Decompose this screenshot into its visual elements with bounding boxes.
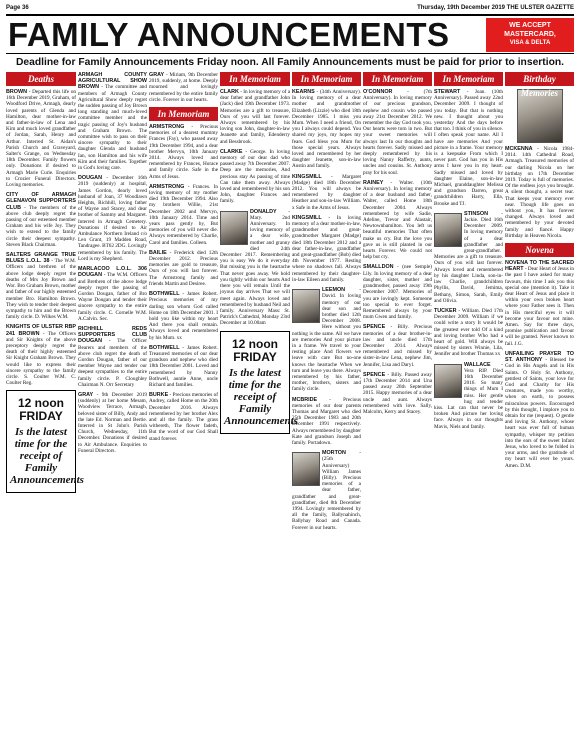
entry-text: - 9th December 2019 (suddenly) at her home Mesam, Woodview Terrace, Armagh, beloved sister of Billy, Andy and the late Ed. Norman and Bertie. Interred in St John's Parish Church, Wednesday, 11th December. Donations if desired to Air Ambulance. Enquiries to Funeral Directors. (78, 391, 148, 454)
entry-text: - James Robert. Precious memories of my darling son whom God called Home on 18th December 2001. I hold you like within my heart And there you shall remain. Always loved and remembered by his Mum. xx (149, 291, 218, 341)
ad-time: 12 noon (231, 336, 278, 351)
entry-text: - In loving memory of a dear mother-in-law, grandmother and great-grandmother Margaret (Madge) died 18th December 2012 and a dear father-in-law, grandfather and great-grandfather (Bob) died 4th November 1977. Resting where no shadows fall. Always remembered by their daughter-in-law Eileen and family. (292, 214, 362, 283)
section-header-in-memoriam: In Memoriam (363, 72, 432, 86)
entry-name: LEEMON (322, 287, 346, 294)
deadline-banner: Deadline for Family Announcements Friday noon. All Family Announcements must be paid for prior to insertion. (15, 57, 565, 68)
entries (220, 89, 290, 327)
announcement-entry (6, 192, 76, 248)
entry-text: - (34th Anniversary). In loving memory of a dear mother and grandmother Elizabeth (Lizzie) who died 18th December 1985. I miss you Mum. When I need a friend, On you I always could depend. You shared my joys, my hopes my fears. God bless you Mum for those special years. Always loved and remembered by her daughter Jeanette, son-in-law Austin and family. (292, 89, 362, 170)
announcement-columns (6, 72, 574, 732)
announcement-entry (6, 324, 76, 386)
announcement-entry (6, 252, 76, 320)
section-header-in-memoriam: In Memoriam (220, 72, 290, 86)
announcement-entry (363, 264, 432, 320)
ad-tagline: Is the latest time for the receipt of Family Announcements (10, 426, 84, 487)
entries (78, 72, 147, 454)
announcement-entry (292, 215, 361, 283)
entry-name: SMALLDON (363, 264, 394, 271)
announcement-entry (220, 209, 290, 327)
entry-text: - David. In loving memory of our dear son and brother died 12th December 2008. Here without you nothing is the same. All we have are memories And your picture in a frame. We travel to your resting place And flowers we leave with care But no-one knows the heartache When we turn and leave you there. Always remembered by his father, mother, brothers, sisters and family circle. (292, 287, 361, 393)
entry-text: - William. Died 17th December 2009. William if we could write a story It would be the greatest ever told Of a kind and loving brother Who had a heart of gold. Will always be missed by sisters Winnie, Lila, Jennifer and brother Thomas xx (434, 307, 503, 358)
announcement-entry (363, 372, 432, 415)
entry-text: - Jackie. Died 16th December 2009. In loving memory of a dear grandfather and great-grandfather. Memories are a gift to treasure. Ours of you will last forever. Always loved and remembered by his daughter Linda, son-in-law Charlie, grandchildren Phyllis, David, Jemima, Bethany, Simon, Sarah, Emily and Olivia. (434, 210, 503, 304)
entry-text: - Precious memories of Audrey, called Home on the 20th December 2016. Always remembered by her brother Alex and all the family. The grass withereth, The flower fadeth, But the word of our God Shall stand forever. (149, 392, 219, 442)
entry-name: KINGSMILL (292, 173, 322, 180)
entry-name: GRAY (78, 391, 94, 398)
entry-name: DONALDY (250, 208, 277, 215)
announcement-entry (505, 260, 574, 347)
announcement-entry (292, 174, 361, 211)
entry-text: - (7th Anniversary). In loving memory of our precious grandson, nephew and cousin who passed away 21st December 2012. We remember the day God took you. Our hearts were torn in two. But your sweet memories will always last In our thoughts and hearts forever. Sadly missed and deeply remembered by his loving Nanny Rafferty, aunts, uncles and cousins. St. Anthony pray for his soul. (363, 89, 432, 176)
entry-name: RICHHILL REDS SUPPORTERS CLUB DOUGAN (78, 325, 147, 345)
announcement-entry (6, 89, 76, 188)
entry-text: - Frances. In loving memory of my mother died 19th December 1994. Also my brothers Willie, 21st December 2002 and Mervyn, 10th January 2014. Time and years pass gently by, But memories of you will never die. Always remembered by Charlie, Carol and families. Colleen. (149, 183, 218, 246)
cards-line-2: MASTERCARD, (504, 30, 556, 38)
entry-text: - (nee Semple) Lily. In loving memory of a dear daughter, sister, mother and grandmother, passed away 19th December 2007. Memories of you are lovingly kept. Someone too special to ever forget. Remembered always by your mum Gwen and family. (363, 264, 432, 321)
announcement-entry (149, 345, 218, 388)
announcement-entry (149, 184, 218, 246)
announcement-entry (78, 392, 147, 454)
announcement-entry (292, 450, 361, 531)
entries (6, 89, 76, 386)
entry-name: O'CONNOR (363, 89, 393, 95)
announcement-entry (149, 72, 218, 103)
entry-text: - Precious memories of a dearest mummy Frances (Fay), who passed away 19th December 1994, and a dear brother Mervyn, 10th January 2014. Always loved and remembered by Frances, Horace and family circle. Safe in the Arms of Jesus. (149, 124, 218, 180)
entry-text: - Billy. Passed away 17th December 2014 and Una passed away 26th September 2015. Happy memories of a dear uncle and aunt. Always remembered with love. Sally, Malcolm, Kerry and Stacey. (363, 371, 432, 415)
ad-time: 12 noon (17, 396, 64, 411)
entry-name: SALTERS GRANGE TRUE BLUES L.O.L. 38 (6, 252, 76, 265)
announcement-entry (149, 291, 218, 341)
entry-text: - Precious memories of our dear parents Thomas and Margaret who died 25th December 1983 and 20th December 1991 respectively. Always remembered by daughter Kate and grandson Joseph and family. Portadown. (292, 396, 361, 446)
memorial-photo (292, 452, 320, 486)
entry-text: - (25th Anniversary) William James (Billy). Precious memories of a dear father, grandfather and great-grandfather, died 8th December 1994. Lovingly remembered by all the family, Ballynahinch, Ballyhay Road and Canada. Forever in our hearts. (292, 450, 361, 531)
announcement-entry (434, 362, 503, 430)
entries (363, 89, 432, 415)
deadline-ad (220, 331, 298, 434)
announcement-entry (220, 149, 290, 205)
announcement-entry (292, 287, 361, 392)
masthead (6, 14, 574, 54)
entry-text: - December 16th 2019 (suddenly) at hospital, James Gordon, dearly loved husband of Joan, 37 Woodlawn Heights, Richhill, loving father of Wayne and Stacey, and dear brother of Sammy and Margaret. Interred in Armagh Cemetery. Donations if desired to Air Ambulance Northern Ireland c/o Len Grant, 19 Madden Road, Tandragee. BT62 2DG. Lovingly remembered by his family. The Lord is my Shepherd. (78, 175, 148, 262)
entries (149, 72, 218, 442)
entry-name: ARMSTRONG (149, 124, 185, 131)
entry-text: - Departed this life on 16th December 2019, Graham, of Woodford Drive, Armagh, dearly loved parents of Glenda and Hamilton, dear mother-in-law and father-in-law of Lena and Kim and much loved grandfather of Jordan, Sarah, Henry and Arthur. Interred St. Aidan's Parish Church and Graveyard, Salter's Grange, on Wednesday 18th December. Family flowers only. Donations if desired to Armagh Marie Curie. Enquiries to Crozier Funeral Directors. Loving memories. (6, 89, 77, 189)
page-header-strip (6, 3, 574, 13)
announcement-entry (292, 89, 361, 170)
column-4 (220, 72, 298, 732)
entry-name: CLARK (220, 89, 239, 95)
entry-text: - Joan. (10th Anniversary). Passed away 22nd December 2009. I thought of you today. But that is nothing new. I thought about you yesterday And the days before that too. I think of you in silence. I often speak your name. All I have are memories And your picture in a frame. Your memory is a keepsake From which I never part. God has you in His arms I have you in my heart. Sadly missed and loved by daughter Elaine, son-in-law Michael, granddaughter Melissa and grandson Darren, great grandchildren Harry, Ella, Brooke and TJ. (434, 89, 504, 207)
entry-name: CLARKE (220, 148, 243, 155)
entry-name: KEARNS (292, 89, 315, 95)
entry-name: MCBRIDE (292, 396, 318, 403)
announcement-entry (434, 89, 503, 207)
memorial-photo (220, 211, 248, 245)
entry-text: - The W.M. Officers and Brethren of the above lodge deeply regret the passing of Gordon Dougan, father of Bro Wayne Dougan and tender their sincere sympathy to the entire family circle. C. Cornelle W.M. A.Calvin. Sec. (78, 272, 148, 322)
entry-name: BROWN (6, 89, 27, 95)
section-header: Novena (505, 243, 574, 257)
announcement-entry (434, 211, 503, 304)
announcement-entry (78, 72, 147, 171)
ad-day: FRIDAY (233, 349, 277, 364)
entry-text: - Dear Heart of Jesus in the past I have asked for many favours, this time I ask you this special one (mention it). Take it dear Heart of Jesus and place it within your own broken heart where your Father sees it. Then in His merciful eyes it will become your favour not mine. Amen. Say for three days, promise publication and favour will be granted. Never known to fail. J.G. (505, 266, 574, 347)
entry-name: MARLACOO L.O.L. 306 DOUGAN (78, 266, 147, 279)
announcement-entry (505, 146, 574, 239)
entry-text: - James Robert. Treasured memories of our dear grandson and nephew who died 18th December 2001. Loved and remembered by Nanny Bothwell, auntie Anne, uncle Richard and families. (149, 344, 218, 388)
entry-name: MCKENNA (505, 146, 533, 152)
announcement-entry (363, 324, 432, 367)
column-3 (149, 72, 218, 732)
memorial-photo (292, 289, 320, 323)
entry-text: - The members of the above club deeply regret the passing of our esteemed member Graham and his wife Joy. They wish to extend to the family circle their deepest sympathy. Steven Black Chairman. (6, 204, 77, 248)
cards-line-1: WE ACCEPT (509, 21, 551, 29)
section-header: In Memoriam (149, 107, 218, 121)
announcement-entry (78, 326, 147, 388)
entries (434, 89, 503, 430)
entry-text: - Frederick died 12th December 2012. Precious memories are gold to treasure, Ours of you will last forever. The Armstrong family and friends Martin and Desiree. (149, 249, 218, 287)
announcement-entry (149, 250, 218, 287)
entry-text: - George. In loving memory of our dear dad who passed away 7th December 2007. Deep are the memories, And precious stay As passing of time Can take them away. Always loved and remembered by his son John, daughter Frances and family. (220, 148, 290, 205)
entry-text: - The W.M. Officers and brethren of the above lodge deeply regret the deaths of Mrs Joy Brown and Wor. Bro Graham Brown, mother and father of our highly esteemed member Bro. Hamilton Brown. They wish to tender their deepest sympathy to him and the Brown family circle. D. Wilkes W.M. (6, 258, 76, 321)
column-7 (434, 72, 503, 732)
announcement-entry (292, 397, 361, 447)
entry-text: - Margaret (Madge) died 18th December 2012. You will always be remembered by daughter Heather and son-in-law William. x Safe in the Arms of Jesus. (292, 173, 361, 211)
announcement-entry (363, 180, 432, 261)
entry-name: TUCKER (434, 307, 457, 314)
entry-name: BOTHWELL (149, 344, 180, 351)
entry-name: RAINEY (363, 179, 384, 186)
entry-name: GRAY (149, 72, 165, 78)
section-header-in-memoriam: In Memoriam (434, 72, 503, 86)
ad-tagline: Is the latest time for the receipt of Family Announcements (224, 366, 298, 427)
column-2 (78, 72, 147, 732)
entry-text: - Mary. 2nd Anniversary. In loving memory of a dear wife, mother and granny died 24th December 2017. Remembering you is easy We do it everyday But missing you is the heartache That never goes away. We hold you tightly within our hearts And there you will remain Until the joyous day arrives That we will meet again. Always loved and remembered by husband Neil and family. Anniversary Mass: St. Patrick's Cathedral, Monday 23rd December at 10.00am (220, 208, 291, 327)
announcement-entry (78, 266, 147, 322)
entry-text: - Miriam, 9th December 2019, suddenly, at home. Deeply mourned and lovingly remembered by the entire family circle. Forever in our hearts. (149, 72, 218, 103)
entry-name: BOTHWELL (149, 291, 180, 298)
entries (505, 146, 574, 469)
entry-text: - Billy. Precious memories of a dear brother-in-law and uncle died 17th December 2014. Always remembered and missed by sister-in-law Lena, nephew Jim, Jennifer, Lisa and Daryl. (363, 324, 432, 368)
entry-name: NOVENA TO THE SACRED HEART (505, 260, 574, 273)
cards-line-3: VISA & DELTA (509, 39, 551, 46)
entry-name: KINGSMILL (292, 214, 322, 221)
entry-name: KNIGHTS OF ULSTER RBP 241 BROWN (6, 324, 76, 337)
entry-text: - In loving memory of a dear father and grandfather John (Jack) died 19th December 1973. Memories are a gift to treasure, Ours of you will last forever. Always remembered by his loving son John, daughter-in-law Jeanette and family, Edenderry and Bessbrook. (220, 89, 291, 145)
column-8 (505, 72, 574, 732)
entries (292, 89, 361, 531)
deadline-ad (6, 390, 84, 493)
ad-day: FRIDAY (19, 409, 63, 424)
section-header-in-memoriam: In Memoriam (292, 72, 361, 86)
entry-text: - The Officers and Sir Knights of the above preceptory deeply regret the death of their highly esteemed Sir Knight Graham Brown. They would like to express their sincere sympathy to the family circle. S. Coulter W.M. C. Coulter Reg. (6, 330, 76, 387)
column-1 (6, 72, 84, 732)
page-number: Page 36 (6, 5, 29, 11)
entry-name: MORTON (322, 450, 346, 457)
entry-name: STEWART (434, 89, 461, 95)
cards-accepted-badge (486, 18, 574, 52)
entry-text: - The Officer Bearers and members of the above club regret the death of Gordon Dougan, father of our member Wayne and tender our deepest sympathies to the entire family circle. P. Cloughley Chairman N. Orr Secretary (78, 338, 147, 388)
announcement-entry (434, 308, 503, 358)
entry-name: STINSON (464, 210, 488, 217)
entry-name: SPENCE (363, 324, 386, 331)
entry-text: - Blessed be God in His Angels and in His Saints. O Holy St. Anthony, gentlest of Saints, your love for God and Charity for His creatures, made you worthy, when on earth, to possess miraculous powers. Encouraged by this thought, I implore you to obtain for me (request). O gentle and loving St. Anthony, whose heart was ever full of human sympathy, whisper my petition into the ears of the sweet Infant Jesus, who loved to be folded in your arms, and the gratitude of my heart will ever be yours. Amen. D.M. (505, 357, 574, 469)
entry-name: WALLACE (464, 361, 491, 368)
column-6 (363, 72, 432, 732)
entry-name: BURKE (149, 392, 169, 399)
entry-name: ARMAGH COUNTY AGRICULTURAL SHOW BROWN (78, 72, 147, 91)
section-header-deaths: Deaths (6, 72, 76, 86)
entry-text: - Nicola 1984-2014. 14th Cathedral Road, Armagh. Treasured memories of our darling Nicola on her birthday on 17th December 2019. Today is full of memories. Of the endless joys you brought. A silent thought, a secret tear. That keeps your memory ever near. Though life goes on without you, It has forever changed. Always loved and remembered by your devoted family and fiancé. Happy Birthday in Heaven Nicola. (505, 146, 574, 239)
issue-date: Thursday, 19th December 2019 THE ULSTER GAZETTE (417, 5, 574, 11)
announcement-entry (149, 392, 218, 442)
announcement-entry (363, 89, 432, 176)
entry-text: - The committee and members of Armagh County Agricultural Show deeply regret the sudden passing of Joy Brown long standing and much-loved committee member and the tragic passing of Joy's husband and Graham Brown. The committee wish to pass on their sincere sympathy to their daughter Glenda and husband Ian, son Hamilton and his wife Kim and their families. Together in God's loving care. (78, 84, 147, 172)
entry-name: UNFAILING PRAYER TO ST. ANTHONY (505, 350, 574, 364)
entry-name: SPENCE (363, 371, 386, 378)
entry-name: CITY OF ARMAGH GLENAVON SUPPORTERS CLUB (6, 192, 76, 211)
column-5 (292, 72, 361, 732)
announcement-entry (149, 124, 218, 180)
entry-text: - Vera RIP. Died 16th December 2016. So many things of Mum I miss. Her gentle hug and tender kiss. Lat can that never be broken And picture her loving face. Always in our thoughts Mavis, Niels and family. (434, 361, 503, 430)
announcement-entry (505, 351, 574, 469)
entry-name: DOUGAN (78, 175, 102, 182)
announcement-entry (220, 89, 290, 145)
announcement-entry (78, 175, 147, 262)
page-title: FAMILY ANNOUNCEMENTS (8, 15, 450, 53)
entry-text: - Walter. (10th Anniversary). In loving memory of a dear husband and father, Walter, called Home 18th December 2004. Always remembered by wife Sadie, Adeline, Trevor and Alastair, Newtownhamilton. You left us beautiful memories That often make us cry. But the love you gave us is still planted in our hearts Forever. We could not help but cry. (363, 179, 432, 261)
memorial-photo (434, 213, 462, 247)
section-header-birthday-memories: Birthday Memories (505, 72, 574, 86)
memorial-photo (434, 364, 462, 398)
entry-name: BAILIE (149, 249, 167, 256)
entry-name: ARMSTRONG (149, 183, 185, 190)
